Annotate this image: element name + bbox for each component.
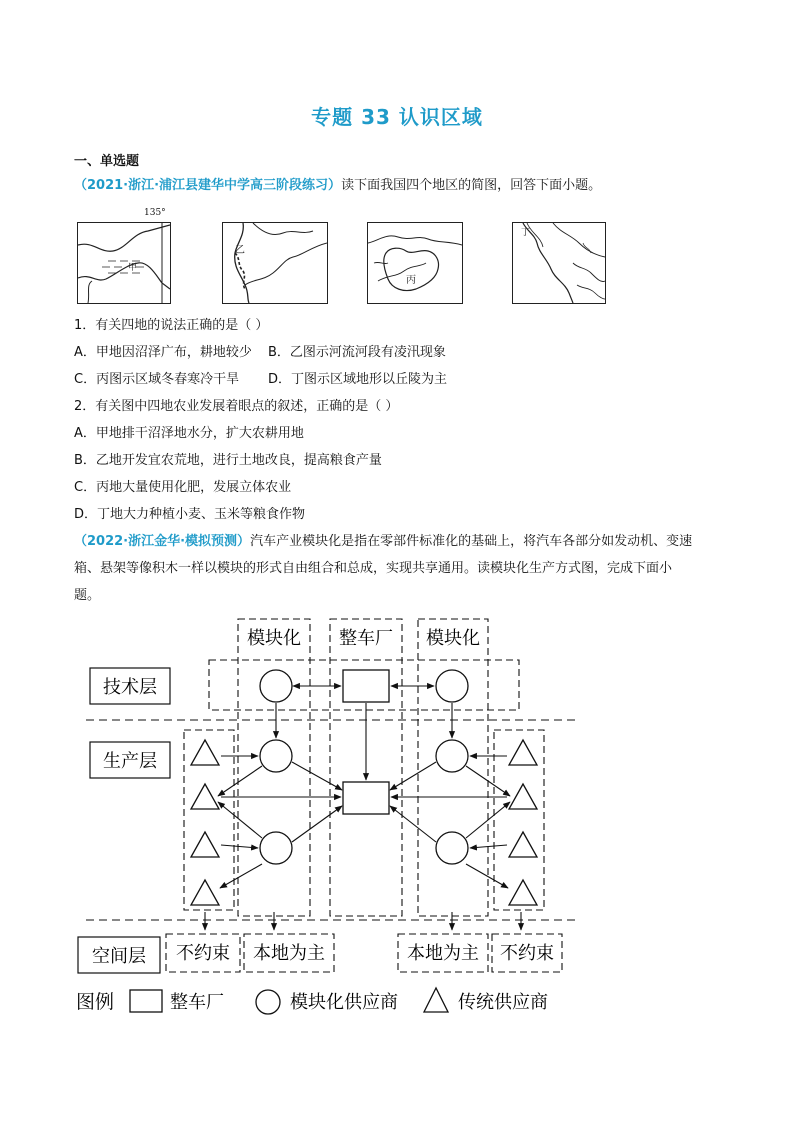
trad-supplier-node xyxy=(191,740,219,765)
section-heading: 一、单选题 xyxy=(74,154,140,169)
trad-supplier-node xyxy=(191,880,219,905)
factory-node xyxy=(343,782,389,814)
map-label-bing: 丙 xyxy=(406,275,416,286)
page-title: 专题 33 认识区域 xyxy=(311,105,483,129)
space-local-right: 本地为主 xyxy=(407,943,479,964)
module-supplier-node xyxy=(436,832,468,864)
trad-supplier-node xyxy=(191,832,219,857)
map-label-jia: 甲 xyxy=(128,263,138,273)
trad-supplier-node xyxy=(191,784,219,809)
module-supplier-node xyxy=(436,740,468,772)
space-unconstrained-left: 不约束 xyxy=(176,943,230,964)
legend-module-swatch xyxy=(256,990,280,1014)
q3-text: 汽车产业模块化是指在零部件标准化的基础上，将汽车各部分如发动机、变速 xyxy=(250,534,693,549)
prod-layer-label: 生产层 xyxy=(103,751,157,772)
legend-title: 图例 xyxy=(76,991,115,1013)
trad-supplier-node xyxy=(509,740,537,765)
trad-supplier-node xyxy=(509,880,537,905)
q1-option-d: D．丁图示区域地形以丘陵为主 xyxy=(268,372,448,387)
source-tag: （2021·浙江·浦江县建华中学高三阶段练习） xyxy=(74,178,342,193)
col-label-mid: 整车厂 xyxy=(339,628,393,649)
q2-stem: 2．有关图中四地农业发展着眼点的叙述，正确的是（ ） xyxy=(74,399,399,414)
col-label-right: 模块化 xyxy=(426,628,480,649)
q3-intro-line-2: 箱、悬架等像积木一样以模块的形式自由组合和总成，实现共享通用。读模块化生产方式图，完成下面小 xyxy=(74,561,673,576)
space-unconstrained-right: 不约束 xyxy=(500,943,554,964)
space-local-left: 本地为主 xyxy=(253,943,325,964)
legend-factory-label: 整车厂 xyxy=(170,992,224,1013)
tech-layer-label: 技术层 xyxy=(103,677,157,698)
module-supplier-node xyxy=(260,832,292,864)
intro-text: 读下面我国四个地区的简图，回答下面小题。 xyxy=(341,178,602,193)
q2-option-a: A．甲地排干沼泽地水分，扩大农耕用地 xyxy=(74,426,304,441)
trad-supplier-node xyxy=(509,784,537,809)
col-label-left: 模块化 xyxy=(247,628,301,649)
q1-option-a: A．甲地因沼泽广布，耕地较少 xyxy=(74,345,252,360)
legend-module-label: 模块化供应商 xyxy=(290,992,398,1013)
module-supplier-node xyxy=(436,670,468,702)
map-label-ding: 丁 xyxy=(521,228,531,238)
map-label-yi: 乙 xyxy=(235,245,245,256)
module-supplier-node xyxy=(260,670,292,702)
legend-trad-swatch xyxy=(424,988,448,1012)
q1-option-b: B．乙图示河流河段有凌汛现象 xyxy=(268,345,446,360)
space-layer-label: 空间层 xyxy=(92,946,146,967)
factory-node xyxy=(343,670,389,702)
q3-intro-line-3: 题。 xyxy=(74,588,101,603)
source-tag: （2022·浙江金华·模拟预测） xyxy=(74,534,251,549)
q1-stem: 1．有关四地的说法正确的是（ ） xyxy=(74,318,269,333)
q2-option-b: B．乙地开发宜农荒地，进行土地改良，提高粮食产量 xyxy=(74,453,382,468)
trad-supplier-node xyxy=(509,832,537,857)
q2-option-d: D．丁地大力种植小麦、玉米等粮食作物 xyxy=(74,507,306,522)
q2-option-c: C．丙地大量使用化肥，发展立体农业 xyxy=(74,480,292,495)
module-supplier-node xyxy=(260,740,292,772)
legend-factory-swatch xyxy=(130,990,162,1012)
q1-option-c: C．丙图示区域冬春寒冷干旱 xyxy=(74,372,240,387)
legend-trad-label: 传统供应商 xyxy=(458,992,548,1013)
longitude-label: 135° xyxy=(144,208,166,218)
